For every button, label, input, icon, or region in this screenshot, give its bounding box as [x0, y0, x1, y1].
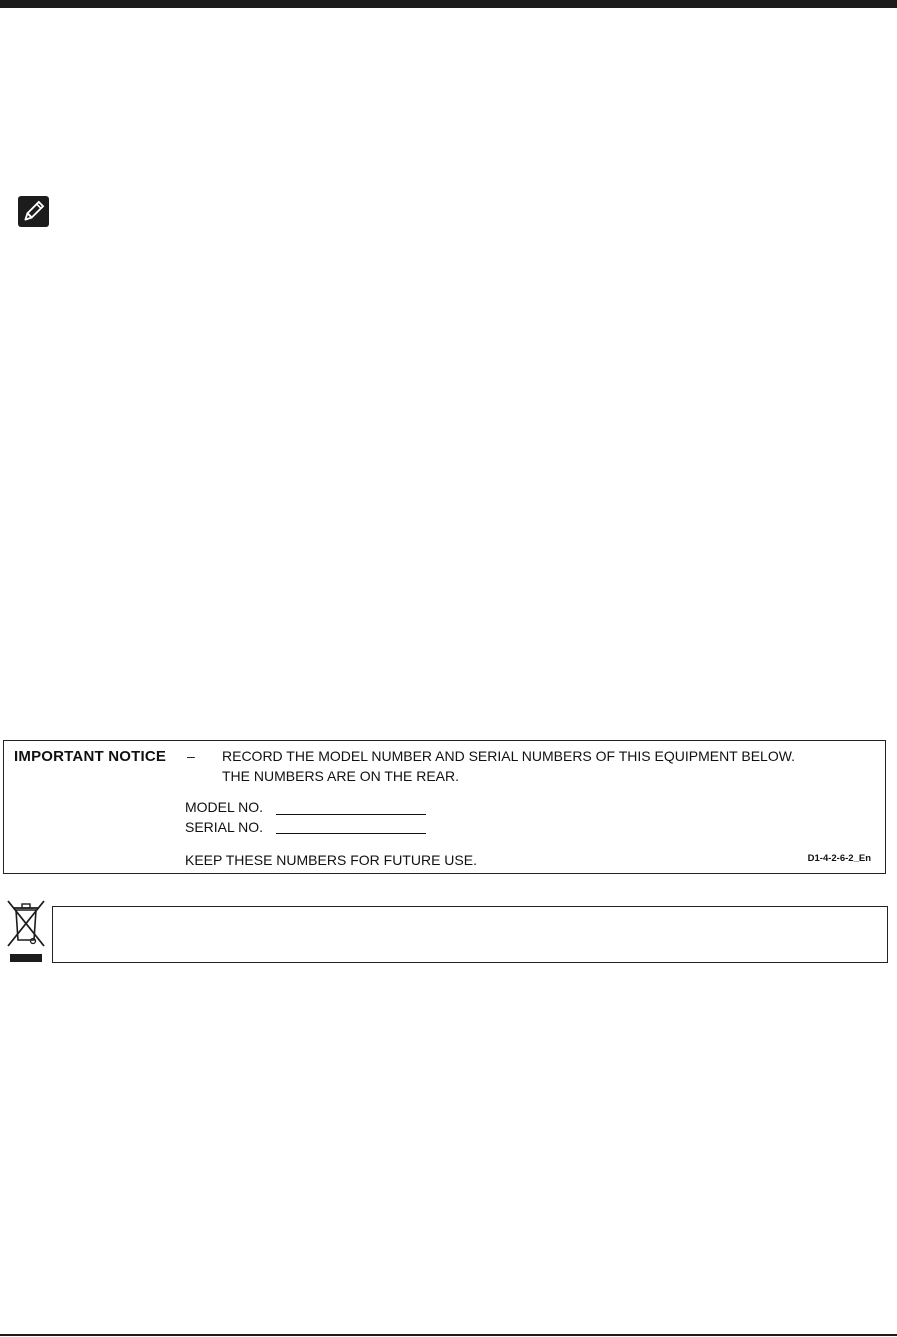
bottom-rule — [0, 1334, 897, 1336]
notice-dash: – — [187, 748, 195, 764]
disposal-notice-box — [52, 906, 888, 963]
top-header-bar — [0, 0, 897, 8]
pencil-note-icon — [18, 196, 49, 227]
keep-numbers-text: KEEP THESE NUMBERS FOR FUTURE USE. — [185, 852, 477, 868]
serial-number-label: SERIAL NO. — [185, 819, 264, 835]
serial-number-blank — [276, 833, 426, 834]
model-number-blank — [276, 814, 426, 815]
notice-title: IMPORTANT NOTICE — [14, 748, 167, 765]
important-notice-box — [3, 740, 886, 874]
notice-instruction-line-2: THE NUMBERS ARE ON THE REAR. — [222, 768, 460, 784]
model-number-label: MODEL NO. — [185, 799, 264, 815]
crossed-out-wheelie-bin-icon — [5, 898, 47, 964]
notice-instruction-line-1: RECORD THE MODEL NUMBER AND SERIAL NUMBERS OF THIS EQUIPMENT BELOW. — [222, 748, 796, 764]
document-code: D1-4-2-6-2_En — [807, 853, 871, 864]
